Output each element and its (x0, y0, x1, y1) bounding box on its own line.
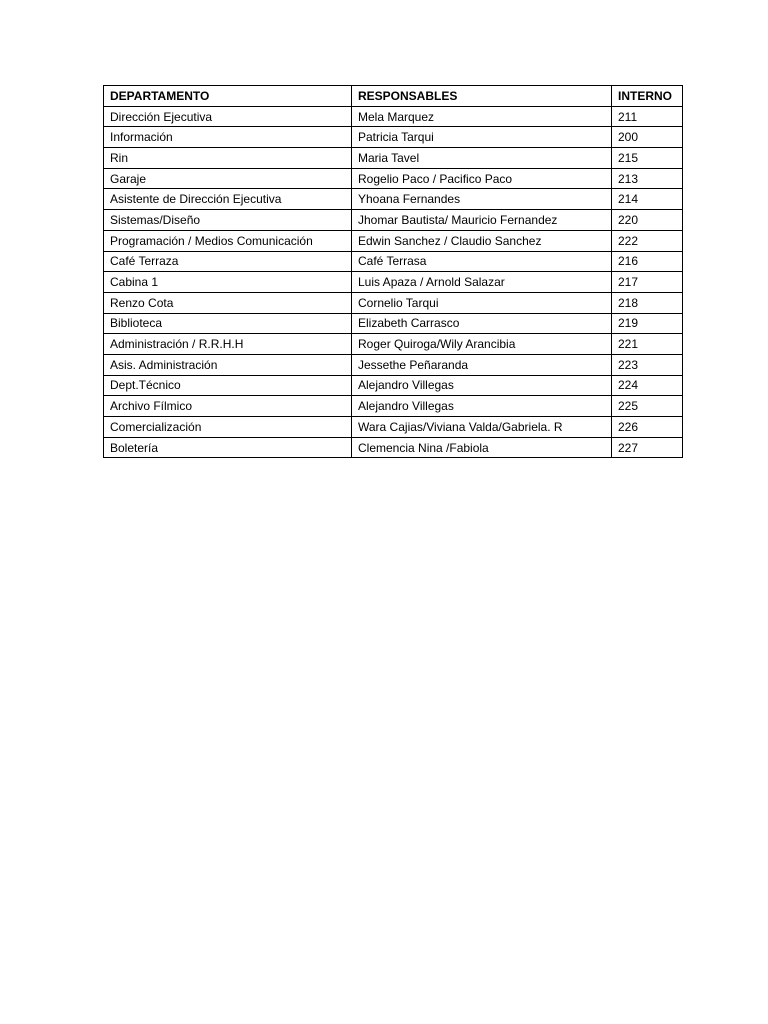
table-row (104, 354, 683, 375)
extension-cell: 222 (612, 230, 683, 251)
responsible-cell: Café Terrasa (352, 251, 612, 272)
responsible-cell: Jhomar Bautista/ Mauricio Fernandez (352, 210, 612, 231)
department-cell: Asistente de Dirección Ejecutiva (104, 189, 352, 210)
extension-cell: 219 (612, 313, 683, 334)
extension-cell: 221 (612, 334, 683, 355)
extension-cell: 226 (612, 417, 683, 438)
extension-cell: 227 (612, 437, 683, 458)
responsible-cell: Edwin Sanchez / Claudio Sanchez (352, 230, 612, 251)
department-cell: Asis. Administración (104, 354, 352, 375)
extension-cell: 213 (612, 168, 683, 189)
department-cell: Sistemas/Diseño (104, 210, 352, 231)
responsible-cell: Alejandro Villegas (352, 396, 612, 417)
extension-cell: 215 (612, 148, 683, 169)
responsible-cell: Roger Quiroga/Wily Arancibia (352, 334, 612, 355)
table-row (104, 417, 683, 438)
responsible-cell: Alejandro Villegas (352, 375, 612, 396)
extension-cell: 223 (612, 354, 683, 375)
table-row (104, 272, 683, 293)
department-cell: Información (104, 127, 352, 148)
responsible-cell: Clemencia Nina /Fabiola (352, 437, 612, 458)
table-row (104, 251, 683, 272)
header-interno: INTERNO (612, 86, 683, 107)
department-cell: Programación / Medios Comunicación (104, 230, 352, 251)
table-row (104, 230, 683, 251)
department-cell: Café Terraza (104, 251, 352, 272)
department-cell: Garaje (104, 168, 352, 189)
department-cell: Rin (104, 148, 352, 169)
extension-cell: 225 (612, 396, 683, 417)
department-cell: Boletería (104, 437, 352, 458)
table-row (104, 292, 683, 313)
responsible-cell: Patricia Tarqui (352, 127, 612, 148)
department-cell: Cabina 1 (104, 272, 352, 293)
responsible-cell: Wara Cajias/Viviana Valda/Gabriela. R (352, 417, 612, 438)
department-cell: Administración / R.R.H.H (104, 334, 352, 355)
responsible-cell: Elizabeth Carrasco (352, 313, 612, 334)
responsible-cell: Cornelio Tarqui (352, 292, 612, 313)
table-row (104, 106, 683, 127)
extension-directory-table (103, 85, 683, 458)
table-header-row (104, 86, 683, 107)
extension-cell: 216 (612, 251, 683, 272)
responsible-cell: Mela Marquez (352, 106, 612, 127)
table-row (104, 148, 683, 169)
department-cell: Biblioteca (104, 313, 352, 334)
extension-cell: 224 (612, 375, 683, 396)
extension-cell: 200 (612, 127, 683, 148)
responsible-cell: Luis Apaza / Arnold Salazar (352, 272, 612, 293)
table-row (104, 210, 683, 231)
extension-cell: 214 (612, 189, 683, 210)
table-row (104, 396, 683, 417)
responsible-cell: Rogelio Paco / Pacifico Paco (352, 168, 612, 189)
department-cell: Dirección Ejecutiva (104, 106, 352, 127)
header-departamento: DEPARTAMENTO (104, 86, 352, 107)
table-row (104, 375, 683, 396)
table-row (104, 189, 683, 210)
extension-cell: 220 (612, 210, 683, 231)
table-row (104, 437, 683, 458)
table-row (104, 168, 683, 189)
table-row (104, 127, 683, 148)
extension-cell: 217 (612, 272, 683, 293)
table-row (104, 334, 683, 355)
department-cell: Comercialización (104, 417, 352, 438)
responsible-cell: Maria Tavel (352, 148, 612, 169)
department-cell: Renzo Cota (104, 292, 352, 313)
department-cell: Dept.Técnico (104, 375, 352, 396)
extension-cell: 211 (612, 106, 683, 127)
responsible-cell: Yhoana Fernandes (352, 189, 612, 210)
department-cell: Archivo Fílmico (104, 396, 352, 417)
header-responsables: RESPONSABLES (352, 86, 612, 107)
extension-cell: 218 (612, 292, 683, 313)
responsible-cell: Jessethe Peñaranda (352, 354, 612, 375)
table-row (104, 313, 683, 334)
